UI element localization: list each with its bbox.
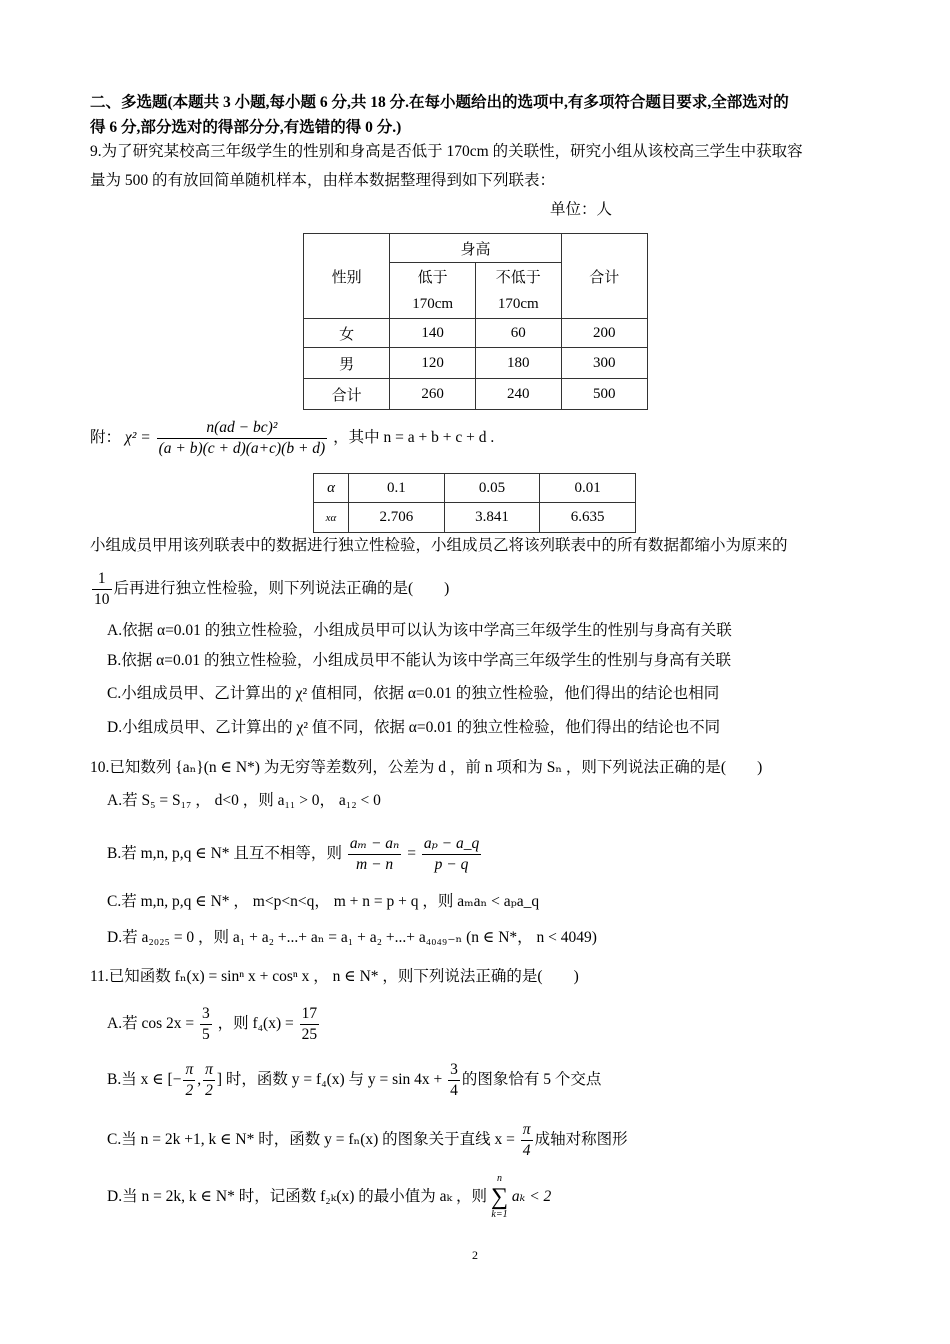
denominator: 5	[201, 1025, 210, 1043]
header-below-2: 170cm	[390, 291, 476, 319]
fraction	[521, 1120, 533, 1161]
denominator: 10	[94, 590, 110, 608]
denominator: 4	[522, 1141, 531, 1159]
contingency-table	[303, 233, 648, 410]
option-text: ] 时，函数 y = f₄(x) 与 y = sin 4x +	[216, 1071, 443, 1088]
header-gender: 性别	[304, 234, 390, 319]
q9-option-b: B.依据 α=0.01 的独立性检验，小组成员甲不能认为该中学高三年级学生的性别与身高有关联	[107, 652, 731, 669]
formula-numerator: n(ad − bc)²	[157, 418, 328, 439]
summation	[491, 1173, 508, 1221]
option-text: aₖ < 2	[511, 1188, 552, 1205]
section-header-line2: 得 6 分,部分选对的得部分分,有选错的得 0 分.)	[90, 119, 402, 136]
fraction	[200, 1004, 212, 1045]
q9-option-d: D.小组成员甲、乙计算出的 χ² 值不同，依据 α=0.01 的独立性检验，他们得出的结论也不同	[107, 719, 721, 736]
numerator: aₘ − aₙ	[348, 834, 402, 855]
cell: 0.01	[540, 474, 636, 503]
cell: 女	[304, 319, 390, 348]
formula-lhs: χ² =	[124, 429, 151, 446]
numerator: π	[183, 1060, 195, 1081]
q10-option-b	[107, 832, 483, 876]
q10-option-c: C.若 m,n, p,q ∈ N* ， m<p<n<q， m + n = p + q ，则 aₘaₙ < aₚa_q	[107, 893, 540, 910]
option-text: B.若 m,n, p,q ∈ N* 且互不相等，则	[107, 845, 342, 862]
cell: 120	[390, 348, 476, 379]
q9-option-a: A.依据 α=0.01 的独立性检验，小组成员甲可以认为该中学高三年级学生的性别与身高有关联	[107, 622, 732, 639]
sum-upper: n	[496, 1173, 502, 1185]
option-text: C.当 n = 2k +1, k ∈ N* 时，函数 y = fₙ(x) 的图象关于直线 x =	[107, 1131, 515, 1148]
numerator: π	[203, 1060, 215, 1081]
q11-option-a	[107, 1002, 321, 1046]
q10-option-a: A.若 S₅ = S₁₇ ， d<0 ，则 a₁₁ > 0， a₁₂ < 0	[107, 792, 381, 809]
q11-option-b	[107, 1058, 601, 1102]
critical-value-table	[313, 473, 636, 533]
header-height: 身高	[390, 234, 561, 263]
alpha-label: α	[314, 474, 349, 503]
header-total: 合计	[561, 234, 647, 319]
q10-option-d: D.若 a₂₀₂₅ = 0 ，则 a₁ + a₂ +...+ aₙ = a₁ + a₂ +...+ a₄₀₄₉₋ₙ (n ∈ N*， n < 4049)	[107, 929, 597, 946]
numerator: aₚ − a_q	[422, 834, 481, 855]
formula-prefix: 附：	[90, 429, 122, 446]
page-number: 2	[472, 1248, 478, 1262]
header-notbelow-1: 不低于	[475, 263, 561, 291]
cell: 2.706	[349, 503, 445, 533]
q11-stem: 11.已知函数 fₙ(x) = sinⁿ x + cosⁿ x ， n ∈ N* ，则下列说法正确的是( )	[90, 968, 579, 985]
cell: 500	[561, 379, 647, 410]
q11-option-c	[107, 1118, 628, 1162]
numerator: 3	[448, 1060, 460, 1081]
q10-stem: 10.已知数列 {aₙ}(n ∈ N*) 为无穷等差数列，公差为 d ，前 n 项和为 Sₙ ，则下列说法正确的是( )	[90, 759, 763, 776]
option-text: 的图象恰有 5 个交点	[461, 1071, 602, 1088]
cell: 0.1	[349, 474, 445, 503]
q9-stem-line4	[90, 567, 449, 611]
comma: ,	[197, 1071, 202, 1088]
numerator: 3	[200, 1004, 212, 1025]
header-notbelow-2: 170cm	[475, 291, 561, 319]
cell: 0.05	[444, 474, 540, 503]
formula-fraction	[157, 418, 328, 459]
cell: 3.841	[444, 503, 540, 533]
q9-stem-line2: 量为 500 的有放回简单随机样本，由样本数据整理得到如下列联表：	[90, 172, 556, 189]
denominator: 4	[450, 1081, 458, 1099]
option-text: A.若 cos 2x =	[107, 1015, 195, 1032]
table-row	[304, 348, 648, 379]
table-row	[304, 379, 648, 410]
x-alpha-label: xα	[314, 503, 349, 533]
fraction	[448, 1060, 460, 1101]
equals: =	[407, 845, 416, 862]
fraction	[183, 1060, 195, 1101]
one-tenth-fraction	[92, 569, 112, 610]
numerator: 1	[92, 569, 112, 590]
q9-stem-line1: 9.为了研究某校高三年级学生的性别和身高是否低于 170cm 的关联性，研究小组从该校高三学生中获取容	[90, 143, 803, 160]
cell: 合计	[304, 379, 390, 410]
cell: 140	[390, 319, 476, 348]
q9-question-text: 后再进行独立性检验，则下列说法正确的是( )	[113, 580, 450, 597]
fraction	[203, 1060, 215, 1101]
q11-option-d	[107, 1172, 551, 1222]
cell: 6.635	[540, 503, 636, 533]
table-row	[304, 319, 648, 348]
q9-option-c: C.小组成员甲、乙计算出的 χ² 值相同，依据 α=0.01 的独立性检验，他们得出的结论也相同	[107, 685, 720, 702]
cell: 200	[561, 319, 647, 348]
chi-square-formula	[90, 415, 494, 461]
cell: 300	[561, 348, 647, 379]
denominator: 25	[301, 1025, 318, 1043]
sum-lower: k=1	[491, 1209, 508, 1221]
numerator: π	[521, 1120, 533, 1141]
option-text: 成轴对称图形	[534, 1131, 628, 1148]
option-text: ，则 f₄(x) =	[217, 1015, 294, 1032]
cell: 60	[475, 319, 561, 348]
formula-denominator: (a + b)(c + d)(a+c)(b + d)	[158, 439, 326, 457]
option-text: B.当 x ∈ [−	[107, 1071, 182, 1088]
denominator: 2	[185, 1081, 194, 1099]
option-text: D.当 n = 2k, k ∈ N* 时，记函数 f₂ₖ(x) 的最小值为 aₖ ，则	[107, 1188, 488, 1205]
fraction	[300, 1004, 320, 1045]
q9-stem-line3: 小组成员甲用该列联表中的数据进行独立性检验，小组成员乙将该列联表中的所有数据都缩小为原来的	[90, 537, 788, 554]
formula-suffix: ，其中 n = a + b + c + d .	[333, 429, 495, 446]
unit-label: 单位：人	[550, 201, 613, 218]
cell: 180	[475, 348, 561, 379]
cell: 男	[304, 348, 390, 379]
section-header-line1: 二、多选题(本题共 3 小题,每小题 6 分,共 18 分.在每小题给出的选项中,有多项符合题目要求,全部选对的	[90, 94, 789, 111]
cell: 240	[475, 379, 561, 410]
header-below-1: 低于	[390, 263, 476, 291]
denominator: m − n	[356, 855, 394, 873]
cell: 260	[390, 379, 476, 410]
sum-icon: ∑	[490, 1184, 509, 1211]
denominator: 2	[205, 1081, 213, 1099]
denominator: p − q	[434, 855, 469, 873]
fraction	[422, 834, 481, 875]
fraction	[348, 834, 402, 875]
numerator: 17	[300, 1004, 320, 1025]
